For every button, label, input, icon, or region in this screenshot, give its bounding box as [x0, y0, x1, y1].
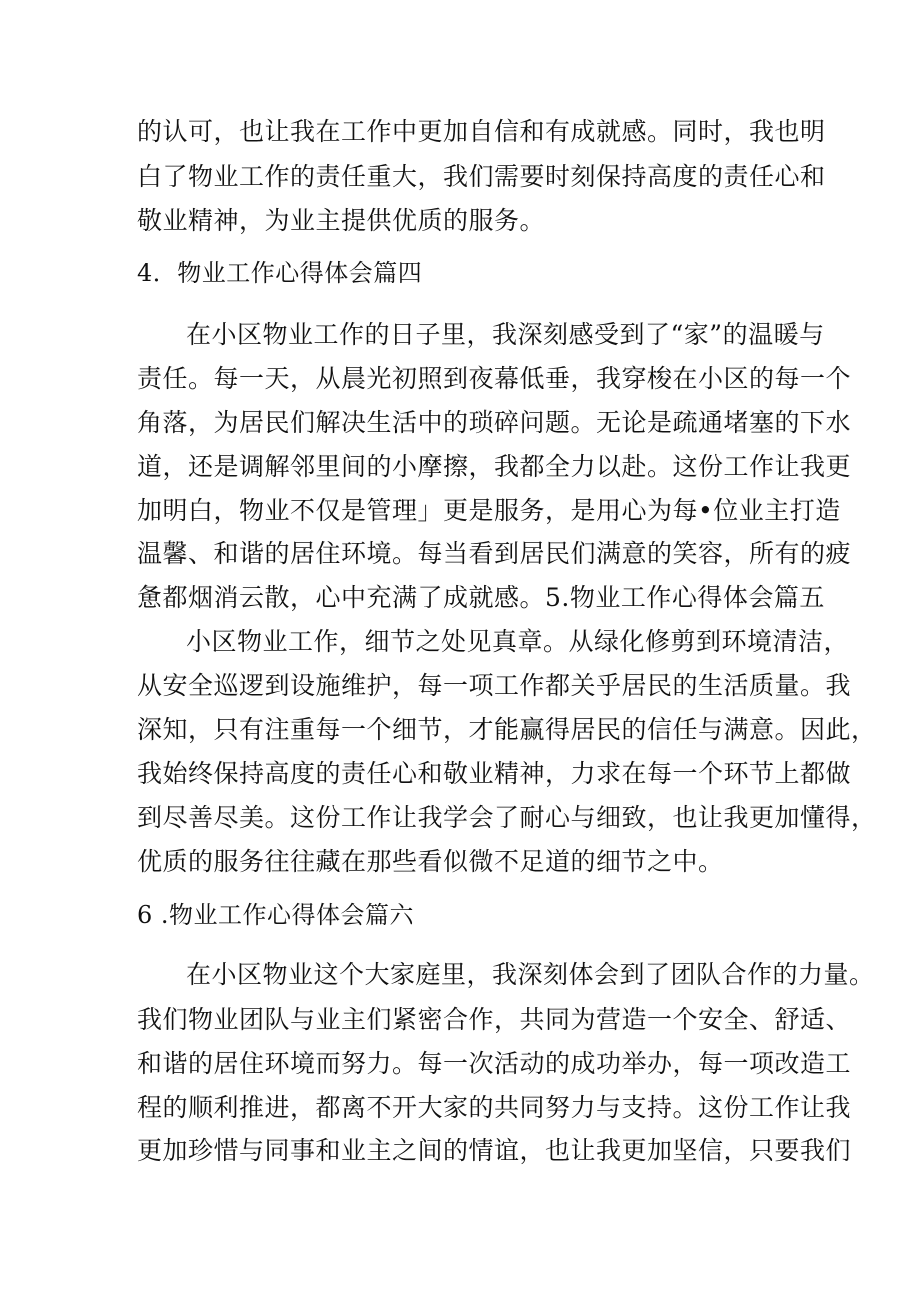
paragraph-line: 优质的服务往往藏在那些看似微不足道的细节之中。	[137, 847, 724, 876]
paragraph-line: 加明白，物业不仅是管理」更是服务，是用心为每•位业主打造	[137, 496, 841, 525]
section-heading: 6 .物业工作心得体会篇六	[137, 901, 415, 929]
paragraph-line: 从安全巡逻到设施维护，每一项工作都关乎居民的生活质量。我	[137, 671, 852, 700]
paragraph-line: 在小区物业这个大家庭里，我深刻体会到了团队合作的力量。	[186, 960, 875, 989]
paragraph-line: 道，还是调解邻里间的小摩擦，我都全力以赴。这份工作让我更	[137, 452, 852, 481]
paragraph-line: 程的顺利推进，都离不开大家的共同努力与支持。这份工作让我	[137, 1093, 852, 1122]
paragraph-line: 到尽善尽美。这份工作让我学会了耐心与细致，也让我更加懂得，	[137, 803, 877, 832]
section-heading: 4．物业工作心得体会篇四	[137, 259, 423, 287]
paragraph-line: 小区物业工作，细节之处见真章。从绿化修剪到环境清洁，	[186, 627, 850, 656]
paragraph-line: 和谐的居住环境而努力。每一次活动的成功举办，每一项改造工	[137, 1049, 852, 1078]
paragraph-line: 我始终保持高度的责任心和敬业精神，力求在每一个环节上都做	[137, 759, 852, 788]
paragraph-line: 我们物业团队与业主们紧密合作，共同为营造一个安全、舒适、	[137, 1005, 852, 1034]
paragraph-line: 深知，只有注重每一个细节，才能赢得居民的信任与满意。因此，	[137, 715, 877, 744]
paragraph-line: 在小区物业工作的日子里，我深刻感受到了“家”的温暖与	[186, 320, 825, 349]
paragraph-line: 角落，为居民们解决生活中的琐碎问题。无论是疏通堵塞的下水	[137, 408, 852, 437]
paragraph-line: 敬业精神，为业主提供优质的服务。	[137, 206, 546, 235]
paragraph-line: 的认可，也让我在工作中更加自信和有成就感。同时，我也明	[137, 117, 826, 146]
paragraph-line: 温馨、和谐的居住环境。每当看到居民们满意的笑容，所有的疲	[137, 539, 852, 568]
paragraph-line: 惫都烟消云散，心中充满了成就感。5.物业工作心得体会篇五	[137, 583, 825, 612]
paragraph-line: 白了物业工作的责任重大，我们需要时刻保持高度的责任心和	[137, 162, 826, 191]
paragraph-line: 更加珍惜与同事和业主之间的情谊，也让我更加坚信，只要我们	[137, 1136, 852, 1165]
paragraph-line: 责任。每一天，从晨光初照到夜幕低垂，我穿梭在小区的每一个	[137, 364, 852, 393]
